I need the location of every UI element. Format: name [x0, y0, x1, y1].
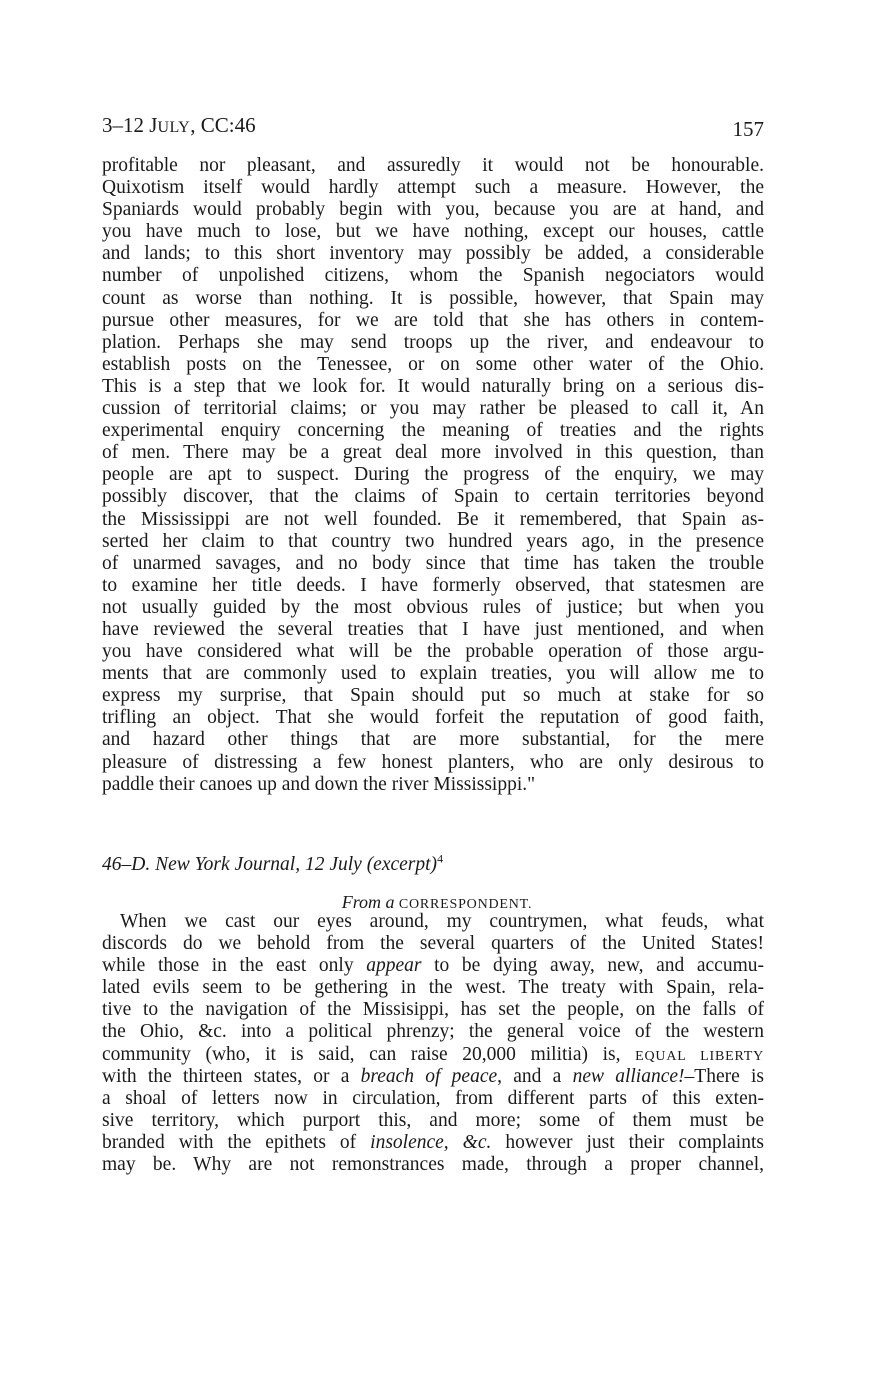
text-line: establish posts on the Tenessee, or on some other water of the Ohio.	[102, 353, 764, 375]
text-line: lated evils seem to be gethering in the west. The treaty with Spain, rela-	[102, 977, 764, 999]
text-line: experimental enquiry concerning the meaning of treaties and the rights	[102, 420, 764, 442]
document-heading: 46–D. New York Journal, 12 July (excerpt)$^4$	[102, 851, 444, 875]
text-line: count as worse than nothing. It is possible, however, that Spain may	[102, 287, 764, 309]
text-line: people are apt to suspect. During the progress of the enquiry, we may	[102, 464, 764, 486]
text-line: plation. Perhaps she may send troops up the river, and endeavour to	[102, 331, 764, 353]
text-line: express my surprise, that Spain should put so much at stake for so	[102, 685, 764, 707]
text-line: paddle their canoes up and down the river Mississippi."	[102, 773, 536, 795]
footnote-marker: 4	[437, 851, 444, 866]
text-line: to examine her title deeds. I have formerly observed, that statesmen are	[102, 574, 764, 596]
text-line: the Ohio, &c. into a political phrenzy; the general voice of the western	[102, 1021, 764, 1043]
text-line: of unarmed savages, and no body since that time has taken the trouble	[102, 552, 764, 574]
text-line: When we cast our eyes around, my countrymen, what feuds, what	[120, 911, 764, 932]
text-line: profitable nor pleasant, and assuredly it would not be honourable.	[102, 155, 764, 176]
text-line: and lands; to this short inventory may possibly be added, a considerable	[102, 243, 764, 265]
text-line: number of unpolished citizens, whom the Spanish negociators would	[102, 265, 764, 287]
text-line: not usually guided by the most obvious rules of justice; but when you	[102, 596, 764, 618]
text-line: pleasure of distressing a few honest planters, who are only desirous to	[102, 751, 764, 773]
text-line: pursue other measures, for we are told that she has others in contem-	[102, 309, 764, 331]
page-header	[102, 113, 764, 143]
text-line: you have much to lose, but we have nothing, except our houses, cattle	[102, 221, 764, 243]
text-line: trifling an object. That she would forfeit the reputation of good faith,	[102, 707, 764, 729]
text-line: ments that are commonly used to explain treaties, you will allow me to	[102, 663, 764, 685]
text-line: the Mississippi are not well founded. Be it remembered, that Spain as-	[102, 508, 764, 530]
running-head: 3–12 JULY, CC:46	[102, 113, 256, 137]
text-line: with the thirteen states, or a breach of peace, and a new alliance!–There is	[102, 1065, 764, 1087]
text-line: serted her claim to that country two hundred years ago, in the presence	[102, 530, 764, 552]
text-line: branded with the epithets of insolence, &c. however just their complaints	[102, 1131, 764, 1153]
text-line: of men. There may be a great deal more involved in this question, than	[102, 442, 764, 464]
text-line: you have considered what will be the probable operation of those argu-	[102, 641, 764, 663]
attribution-line: From a CORRESPONDENT.	[341, 892, 533, 912]
page-number: 157	[732, 117, 764, 141]
text-line: while those in the east only appear to be dying away, new, and accumu-	[102, 955, 764, 977]
text-line: This is a step that we look for. It would naturally bring on a serious dis-	[102, 375, 764, 397]
text-line: a shoal of letters now in circulation, from different parts of this exten-	[102, 1087, 764, 1109]
text-line: sive territory, which purport this, and more; some of them must be	[102, 1109, 764, 1131]
text-line: cussion of territorial claims; or you may rather be pleased to call it, An	[102, 398, 764, 420]
text-line: Spaniards would probably begin with you, because you are at hand, and	[102, 199, 764, 221]
text-line: possibly discover, that the claims of Spain to certain territories beyond	[102, 486, 764, 508]
text-line: community (who, it is said, can raise 20,000 militia) is, EQUAL LIBERTY	[102, 1043, 765, 1065]
text-line: may be. Why are not remonstrances made, through a proper channel,	[102, 1154, 764, 1176]
quoted-passage	[102, 155, 764, 796]
text-line: Quixotism itself would hardly attempt such a measure. However, the	[102, 177, 764, 199]
text-line: have reviewed the several treaties that I have just mentioned, and when	[102, 618, 764, 640]
text-line: discords do we behold from the several quarters of the United States!	[102, 933, 764, 955]
text-line: tive to the navigation of the Missisippi, has set the people, on the falls of	[102, 999, 764, 1021]
letter-excerpt	[102, 911, 764, 1176]
text-line: and hazard other things that are more substantial, for the mere	[102, 729, 764, 751]
